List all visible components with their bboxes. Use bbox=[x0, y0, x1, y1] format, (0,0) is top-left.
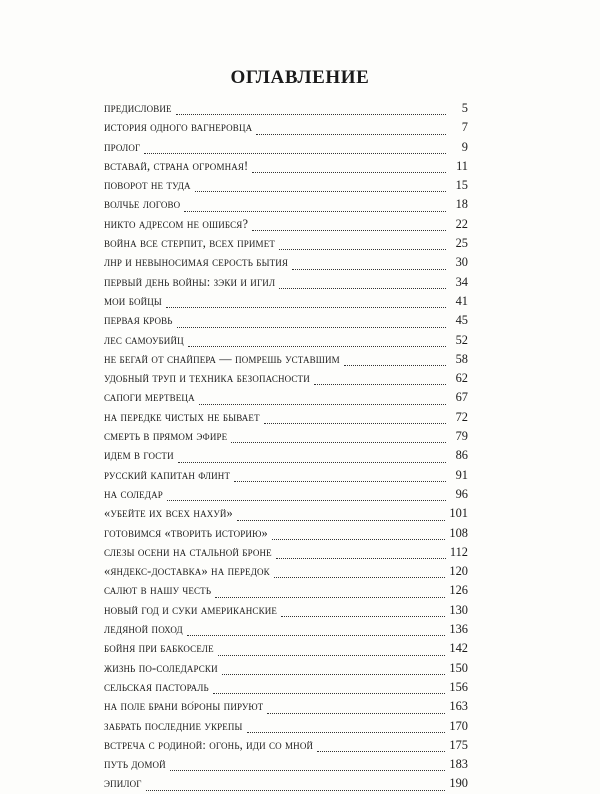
toc-entry-title: предисловие bbox=[104, 101, 172, 115]
toc-entry-title: салют в нашу честь bbox=[104, 583, 212, 598]
toc-leader-dots bbox=[166, 306, 446, 308]
toc-entry-page: 170 bbox=[449, 718, 468, 733]
toc-entry-page: 45 bbox=[455, 313, 468, 328]
toc-entry[interactable] bbox=[104, 273, 468, 292]
toc-entry-title: первый день войны: зэки и игил bbox=[104, 274, 276, 289]
toc-entry-page: 91 bbox=[455, 467, 468, 482]
toc-leader-dots bbox=[231, 441, 446, 443]
toc-leader-dots bbox=[272, 538, 446, 540]
toc-entry[interactable] bbox=[104, 697, 468, 716]
toc-entry-title: новый год и суки американские bbox=[104, 602, 278, 617]
toc-entry[interactable] bbox=[104, 138, 468, 157]
toc-entry-page: 150 bbox=[449, 660, 468, 675]
toc-leader-dots bbox=[167, 499, 446, 501]
toc-leader-dots bbox=[215, 596, 445, 598]
toc-entry-title: забрать последние укрепы bbox=[104, 718, 243, 733]
toc-leader-dots bbox=[317, 750, 445, 752]
toc-entry-title: никто адресом не ошибся? bbox=[104, 216, 249, 231]
toc-entry-title: слезы осени на стальной броне bbox=[104, 544, 272, 559]
toc-entry-page: 67 bbox=[455, 390, 468, 405]
toc-entry-title: первая кровь bbox=[104, 313, 173, 328]
toc-leader-dots bbox=[252, 229, 446, 231]
toc-entry-title: «яндекс-доставка» на передок bbox=[104, 564, 270, 579]
toc-leader-dots bbox=[213, 692, 446, 694]
toc-entry[interactable] bbox=[104, 678, 468, 697]
toc-entry-title: эпилог bbox=[104, 776, 142, 791]
toc-entry-page: 112 bbox=[449, 544, 468, 559]
toc-entry-title: сапоги мертвеца bbox=[104, 390, 195, 405]
toc-entry-title: история одного вагнеровца bbox=[104, 120, 253, 135]
toc-entry[interactable] bbox=[104, 408, 468, 427]
toc-entry[interactable] bbox=[104, 427, 468, 446]
toc-entry-page: 163 bbox=[449, 699, 468, 714]
toc-entry-page: 108 bbox=[449, 525, 468, 540]
toc-entry-title: вставай, страна огромная! bbox=[104, 158, 249, 173]
toc-leader-dots bbox=[177, 326, 446, 328]
toc-entry-title: лнр и невыносимая серость бытия bbox=[104, 255, 289, 270]
toc-leader-dots bbox=[256, 133, 446, 135]
toc-entry-page: 15 bbox=[455, 178, 468, 193]
toc-entry-page: 11 bbox=[456, 158, 468, 173]
toc-entry-page: 126 bbox=[449, 583, 468, 598]
toc-entry-title: идем в гости bbox=[104, 448, 174, 463]
toc-leader-dots bbox=[267, 712, 445, 714]
toc-entry[interactable] bbox=[104, 311, 468, 330]
toc-leader-dots bbox=[252, 171, 446, 173]
toc-leader-dots bbox=[344, 364, 446, 366]
toc-entry[interactable] bbox=[104, 717, 468, 736]
toc-entry[interactable] bbox=[104, 157, 468, 176]
toc-entry-page: 34 bbox=[455, 274, 468, 289]
toc-entry-page: 7 bbox=[461, 120, 468, 135]
toc-entry-title: смерть в прямом эфире bbox=[104, 429, 228, 444]
toc-entry-page: 130 bbox=[449, 602, 468, 617]
toc-leader-dots bbox=[187, 634, 446, 636]
toc-leader-dots bbox=[281, 615, 445, 617]
toc-entry[interactable] bbox=[104, 350, 468, 369]
toc-entry[interactable] bbox=[104, 253, 468, 272]
toc-entry-page: 5 bbox=[461, 101, 468, 115]
toc-entry-page: 136 bbox=[449, 622, 468, 637]
toc-entry-page: 25 bbox=[455, 236, 468, 251]
toc-leader-dots bbox=[199, 403, 446, 405]
toc-entry-page: 175 bbox=[449, 737, 468, 752]
toc-entry-title: бойня при бабкоселе bbox=[104, 641, 214, 656]
toc-entry[interactable] bbox=[104, 369, 468, 388]
toc-entry-title: встреча с родиной: огонь, иди со мной bbox=[104, 737, 314, 752]
toc-leader-dots bbox=[247, 731, 446, 733]
toc-entry-title: мои бойцы bbox=[104, 293, 162, 308]
toc-entry-title: «убейте их всех нахуй» bbox=[104, 506, 233, 521]
toc-entry-title: сельская пастораль bbox=[104, 679, 209, 694]
toc-entry-title: на соледар bbox=[104, 486, 163, 501]
toc-entry-page: 18 bbox=[455, 197, 468, 212]
toc-leader-dots bbox=[184, 210, 446, 212]
toc-entry-title: удобный труп и техника безопасности bbox=[104, 371, 310, 386]
toc-leader-dots bbox=[237, 519, 446, 521]
toc-entry[interactable] bbox=[104, 485, 468, 504]
toc-entry-page: 58 bbox=[455, 351, 468, 366]
toc-entry-page: 41 bbox=[455, 293, 468, 308]
toc-leader-dots bbox=[234, 480, 446, 482]
toc-leader-dots bbox=[176, 113, 446, 115]
toc-entry-page: 9 bbox=[461, 139, 468, 154]
toc-entry-page: 22 bbox=[455, 216, 468, 231]
toc-entry[interactable] bbox=[104, 581, 468, 600]
toc-entry-page: 79 bbox=[455, 429, 468, 444]
table-of-contents bbox=[104, 99, 468, 794]
toc-entry[interactable] bbox=[104, 659, 468, 678]
page-title: ОГЛАВЛЕНИЕ bbox=[230, 66, 370, 88]
toc-entry[interactable] bbox=[104, 524, 468, 543]
toc-entry[interactable] bbox=[104, 99, 468, 118]
toc-entry[interactable] bbox=[104, 755, 468, 774]
toc-entry[interactable] bbox=[104, 639, 468, 658]
toc-entry-page: 101 bbox=[449, 506, 468, 521]
toc-entry-title: война все стерпит, всех примет bbox=[104, 236, 275, 251]
toc-entry-title: готовимся «творить историю» bbox=[104, 525, 268, 540]
toc-entry[interactable] bbox=[104, 736, 468, 755]
toc-leader-dots bbox=[188, 345, 446, 347]
toc-entry-title: не бегай от снайпера — помрешь уставшим bbox=[104, 351, 340, 366]
toc-leader-dots bbox=[195, 190, 446, 192]
toc-entry[interactable] bbox=[104, 504, 468, 523]
toc-entry-title: на передке чистых не бывает bbox=[104, 409, 260, 424]
toc-entry-page: 142 bbox=[449, 641, 468, 656]
toc-entry[interactable] bbox=[104, 620, 468, 639]
toc-leader-dots bbox=[218, 654, 446, 656]
toc-entry-title: пролог bbox=[104, 139, 141, 154]
toc-entry-page: 96 bbox=[455, 486, 468, 501]
toc-entry[interactable] bbox=[104, 234, 468, 253]
toc-entry-title: жизнь по-соледарски bbox=[104, 660, 218, 675]
toc-entry-page: 72 bbox=[455, 409, 468, 424]
toc-entry[interactable] bbox=[104, 331, 468, 350]
toc-leader-dots bbox=[222, 673, 446, 675]
toc-entry-title: волчье логово bbox=[104, 197, 181, 212]
toc-entry-title: ледяной поход bbox=[104, 622, 183, 637]
toc-entry[interactable] bbox=[104, 601, 468, 620]
toc-entry-page: 156 bbox=[449, 679, 468, 694]
toc-leader-dots bbox=[144, 152, 446, 154]
toc-entry[interactable] bbox=[104, 215, 468, 234]
toc-entry[interactable] bbox=[104, 176, 468, 195]
toc-entry[interactable] bbox=[104, 466, 468, 485]
toc-leader-dots bbox=[314, 383, 446, 385]
toc-entry-title: на поле брани во́роны пируют bbox=[104, 699, 264, 714]
toc-leader-dots bbox=[264, 422, 446, 424]
toc-entry-page: 30 bbox=[455, 255, 468, 270]
toc-entry-page: 120 bbox=[449, 564, 468, 579]
toc-leader-dots bbox=[146, 789, 446, 791]
toc-leader-dots bbox=[279, 248, 446, 250]
toc-entry[interactable] bbox=[104, 446, 468, 465]
toc-entry[interactable] bbox=[104, 195, 468, 214]
toc-entry[interactable] bbox=[104, 774, 468, 793]
toc-leader-dots bbox=[279, 287, 446, 289]
toc-leader-dots bbox=[274, 576, 446, 578]
toc-entry-page: 62 bbox=[455, 371, 468, 386]
toc-entry[interactable] bbox=[104, 292, 468, 311]
toc-entry-page: 86 bbox=[455, 448, 468, 463]
toc-entry[interactable] bbox=[104, 562, 468, 581]
toc-leader-dots bbox=[292, 268, 446, 270]
toc-entry-page: 190 bbox=[449, 776, 468, 791]
toc-entry-title: русский капитан флинт bbox=[104, 467, 231, 482]
toc-entry-title: путь домой bbox=[104, 757, 166, 772]
toc-leader-dots bbox=[178, 461, 446, 463]
toc-entry-page: 183 bbox=[449, 757, 468, 772]
toc-entry-page: 52 bbox=[455, 332, 468, 347]
toc-entry-title: поворот не туда bbox=[104, 178, 191, 193]
toc-entry[interactable] bbox=[104, 118, 468, 137]
toc-leader-dots bbox=[170, 769, 446, 771]
toc-entry[interactable] bbox=[104, 543, 468, 562]
toc-leader-dots bbox=[276, 557, 446, 559]
toc-entry-title: лес самоубийц bbox=[104, 332, 184, 347]
toc-entry[interactable] bbox=[104, 388, 468, 407]
